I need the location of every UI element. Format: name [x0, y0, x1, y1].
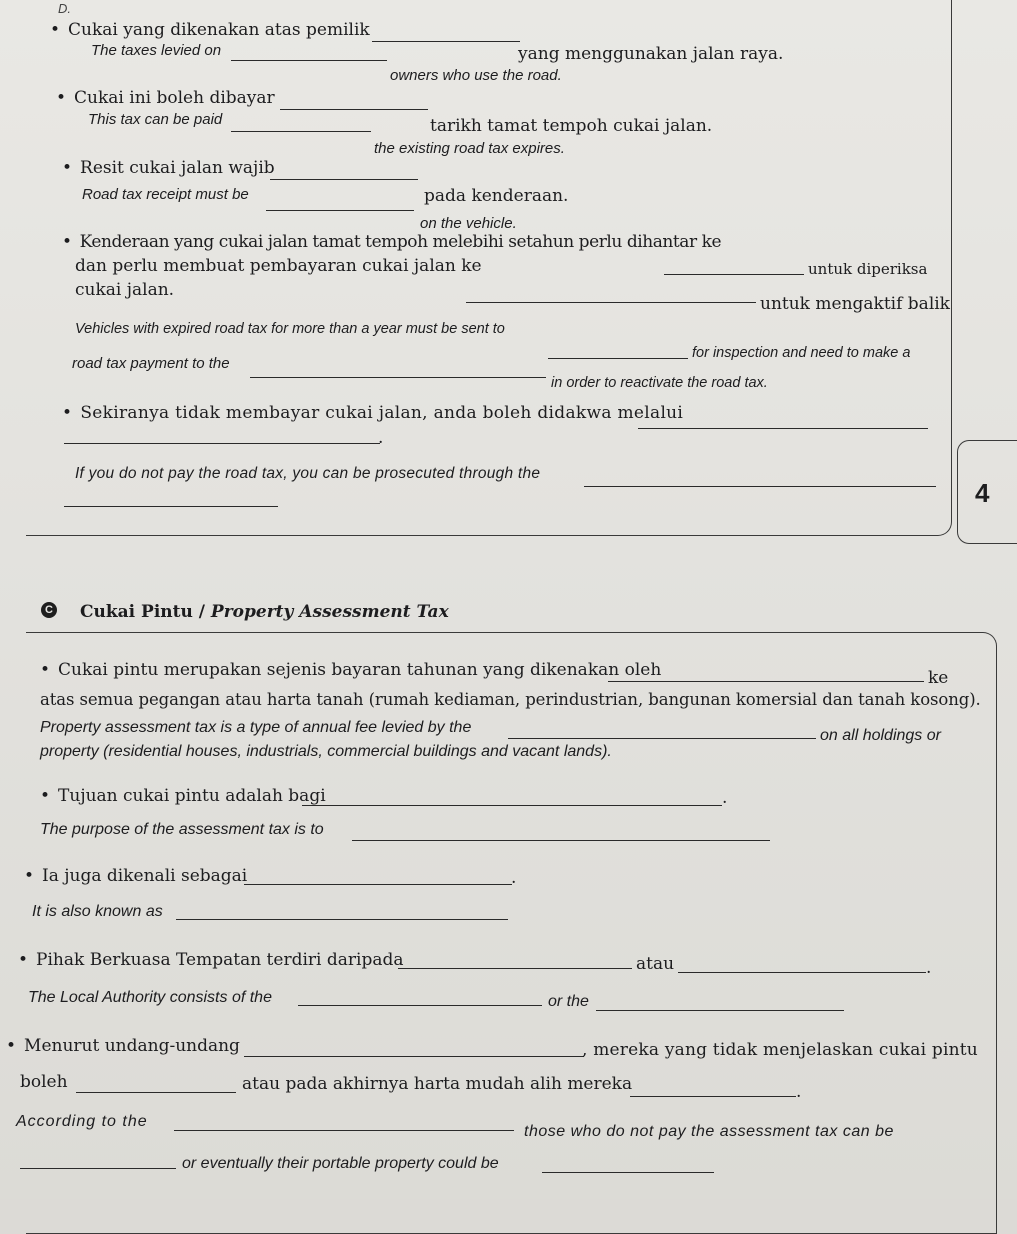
c1-ms-blank[interactable] — [608, 681, 924, 682]
b5-ms-blank-2[interactable] — [64, 443, 380, 444]
c4-ms-blank-1[interactable] — [398, 968, 632, 969]
c5-en-blank-2[interactable] — [20, 1168, 176, 1169]
b5-ms-blank-1[interactable] — [638, 428, 928, 429]
b2-en-text-a: This tax can be paid — [88, 111, 223, 128]
c1-en-text-a: Property assessment tax is a type of annual fee levied by the — [40, 719, 472, 736]
b4-en-line1-b: for inspection and need to make a — [692, 345, 911, 361]
b5-en-blank-1[interactable] — [584, 486, 936, 487]
c2-ms-end: . — [722, 788, 728, 808]
b3-ms-text-a: • Resit cukai jalan wajib — [62, 160, 275, 177]
b5-en-blank-2[interactable] — [64, 506, 278, 507]
page-mark: D. — [58, 1, 71, 16]
c1-ms-text-b: ke — [928, 668, 949, 688]
c3-en-blank[interactable] — [176, 919, 508, 920]
c4-ms-blank-2[interactable] — [678, 972, 926, 973]
b3-en-blank[interactable] — [266, 210, 414, 211]
c5-ms-blank-2[interactable] — [76, 1092, 236, 1093]
b1-ms-text-b: yang menggunakan jalan raya. — [518, 44, 784, 64]
c1-ms-line2: atas semua pegangan atau harta tanah (rumah kediaman, perindustrian, bangunan komersial dan tanah kosong). — [40, 690, 981, 709]
b1-en-blank[interactable] — [231, 60, 387, 61]
b4-ms-line2-b: untuk mengaktif balik — [760, 294, 950, 314]
c5-ms-line2-b: atau pada akhirnya harta mudah alih mereka — [242, 1074, 633, 1094]
b2-ms-blank[interactable] — [280, 109, 428, 110]
c5-ms-text-a: • Menurut undang-undang — [6, 1038, 240, 1055]
c5-ms-end: . — [796, 1082, 802, 1102]
b4-en-blank-2[interactable] — [250, 377, 546, 378]
c2-ms-text-a: • Tujuan cukai pintu adalah bagi — [40, 788, 326, 805]
c4-en-blank-2[interactable] — [596, 1010, 844, 1011]
c4-en-text-a: The Local Authority consists of the — [28, 989, 272, 1006]
b4-ms-blank-1[interactable] — [664, 274, 804, 275]
b5-en-text-a: If you do not pay the road tax, you can be prosecuted through the — [75, 465, 541, 482]
c3-ms-text-a: • Ia juga dikenali sebagai — [24, 868, 247, 885]
c3-en-text-a: It is also known as — [32, 903, 163, 920]
b1-ms-text-a: • Cukai yang dikenakan atas pemilik — [50, 22, 370, 39]
section-c-title-ms: Cukai Pintu — [80, 602, 193, 622]
c5-en-text-b: those who do not pay the assessment tax can be — [524, 1123, 894, 1140]
c3-ms-blank[interactable] — [244, 884, 512, 885]
b4-en-blank-1[interactable] — [548, 358, 688, 359]
b3-en-text-b: on the vehicle. — [420, 215, 517, 232]
c1-en-text-b: on all holdings or — [820, 727, 941, 744]
c4-ms-end: . — [926, 958, 932, 978]
c5-ms-blank-3[interactable] — [630, 1096, 796, 1097]
section-c-title-en: Property Assessment Tax — [210, 602, 449, 622]
section-c-marker: C — [41, 602, 57, 618]
b2-en-blank[interactable] — [231, 131, 371, 132]
b5-ms-text-a: • Sekiranya tidak membayar cukai jalan, anda boleh didakwa melalui — [62, 405, 683, 422]
b2-en-text-b: the existing road tax expires. — [374, 140, 565, 157]
c4-ms-text-a: • Pihak Berkuasa Tempatan terdiri daripada — [18, 952, 403, 969]
c2-en-blank[interactable] — [352, 840, 770, 841]
b4-ms-line2-a: dan perlu membuat pembayaran cukai jalan ke — [75, 256, 482, 276]
section-c-title-sep: / — [192, 602, 211, 622]
b2-ms-text-b: tarikh tamat tempoh cukai jalan. — [430, 116, 713, 136]
c2-en-text-a: The purpose of the assessment tax is to — [40, 821, 324, 838]
score-value: 4 — [975, 478, 990, 508]
c5-ms-text-b: , mereka yang tidak menjelaskan cukai pintu — [582, 1040, 978, 1060]
b1-ms-blank[interactable] — [372, 41, 520, 42]
c5-en-text-a: According to the — [16, 1113, 148, 1130]
c5-en-blank-1[interactable] — [174, 1130, 514, 1131]
c5-ms-line2-a: boleh — [20, 1072, 68, 1092]
b5-ms-end: . — [378, 428, 384, 448]
c1-en-line2: property (residential houses, industrials, commercial buildings and vacant lands). — [40, 743, 612, 760]
c5-en-blank-3[interactable] — [542, 1172, 714, 1173]
b4-ms-line3: cukai jalan. — [75, 280, 175, 300]
c4-en-blank-1[interactable] — [298, 1005, 542, 1006]
c1-en-blank[interactable] — [508, 738, 816, 739]
b1-en-text-a: The taxes levied on — [91, 42, 222, 59]
c4-ms-mid: atau — [636, 954, 675, 974]
b4-ms-line1-a: • Kenderaan yang cukai jalan tamat tempoh melebihi setahun perlu dihantar ke — [62, 234, 721, 251]
c1-ms-text-a: • Cukai pintu merupakan sejenis bayaran tahunan yang dikenakan oleh — [40, 662, 661, 679]
b3-en-text-a: Road tax receipt must be — [82, 186, 249, 203]
c5-en-line2-b: or eventually their portable property could be — [182, 1155, 499, 1172]
b2-ms-text-a: • Cukai ini boleh dibayar — [56, 90, 275, 107]
b3-ms-text-b: pada kenderaan. — [424, 186, 569, 206]
c5-ms-blank-1[interactable] — [244, 1056, 584, 1057]
b3-ms-blank[interactable] — [270, 179, 418, 180]
b1-en-text-b: owners who use the road. — [390, 67, 562, 84]
b4-en-line2-b: in order to reactivate the road tax. — [551, 375, 768, 391]
b4-en-line2-a: road tax payment to the — [72, 355, 230, 372]
b4-ms-blank-2[interactable] — [466, 302, 756, 303]
c3-ms-end: . — [511, 868, 517, 888]
b4-ms-line1-b: untuk diperiksa — [808, 260, 928, 278]
section-c-title — [80, 604, 449, 621]
c4-en-mid: or the — [548, 993, 589, 1010]
b4-en-line1-a: Vehicles with expired road tax for more than a year must be sent to — [75, 321, 505, 337]
c2-ms-blank[interactable] — [302, 805, 722, 806]
